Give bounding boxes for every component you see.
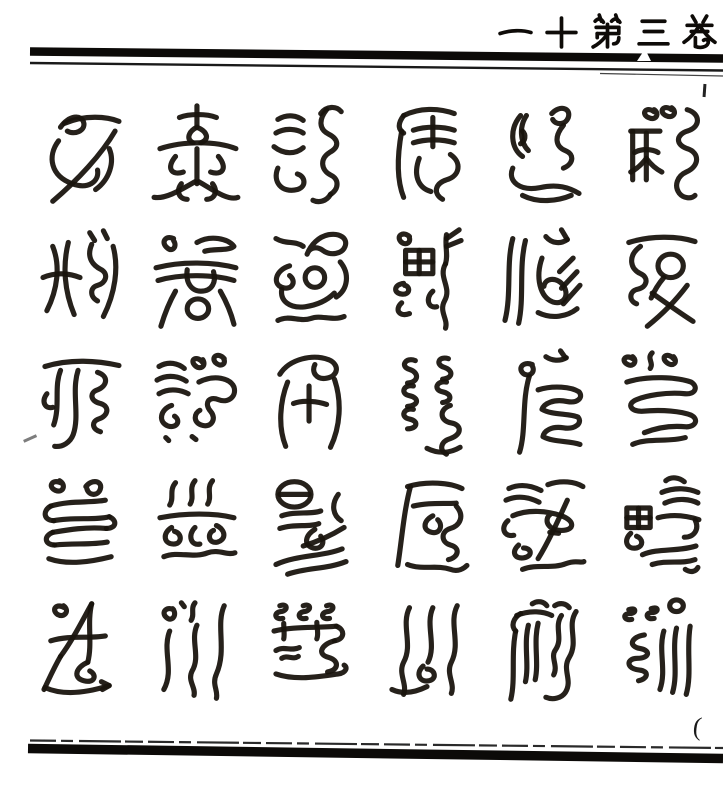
seal-glyph-r4c5	[488, 468, 596, 586]
seal-glyph-r3c1	[26, 344, 134, 462]
seal-glyph-r3c6	[604, 344, 712, 462]
seal-glyph-r5c1	[26, 593, 134, 711]
seal-glyph-r1c2	[141, 95, 249, 213]
stray-bracket-mark: (	[691, 711, 704, 742]
seal-glyph-r5c6	[604, 593, 712, 711]
seal-glyph-r4c6	[604, 468, 712, 586]
seal-glyph-r1c3	[257, 95, 365, 213]
seal-glyph-r4c2	[141, 468, 249, 586]
seal-glyph-r2c2	[141, 220, 249, 338]
top-double-rule	[0, 0, 723, 82]
seal-glyph-r3c5	[488, 344, 596, 462]
seal-glyph-r3c2	[141, 344, 249, 462]
seal-glyph-r5c2	[141, 593, 249, 711]
seal-glyph-r1c1	[26, 95, 134, 213]
seal-glyph-r2c3	[257, 220, 365, 338]
seal-glyph-r1c5	[488, 95, 596, 213]
seal-glyph-r3c4	[373, 344, 481, 462]
seal-glyph-r2c6	[604, 220, 712, 338]
seal-glyph-r5c3	[257, 593, 365, 711]
seal-glyph-r5c4	[373, 593, 481, 711]
seal-glyph-r2c4	[373, 220, 481, 338]
seal-glyph-r4c3	[257, 468, 365, 586]
seal-glyph-r5c5	[488, 593, 596, 711]
seal-glyph-r1c4	[373, 95, 481, 213]
seal-glyph-r3c3	[257, 344, 365, 462]
seal-glyph-r2c1	[26, 220, 134, 338]
seal-glyph-grid	[22, 92, 716, 714]
seal-glyph-r4c4	[373, 468, 481, 586]
seal-glyph-r1c6	[604, 95, 712, 213]
seal-glyph-r4c1	[26, 468, 134, 586]
bottom-double-rule	[0, 725, 723, 785]
seal-glyph-r2c5	[488, 220, 596, 338]
